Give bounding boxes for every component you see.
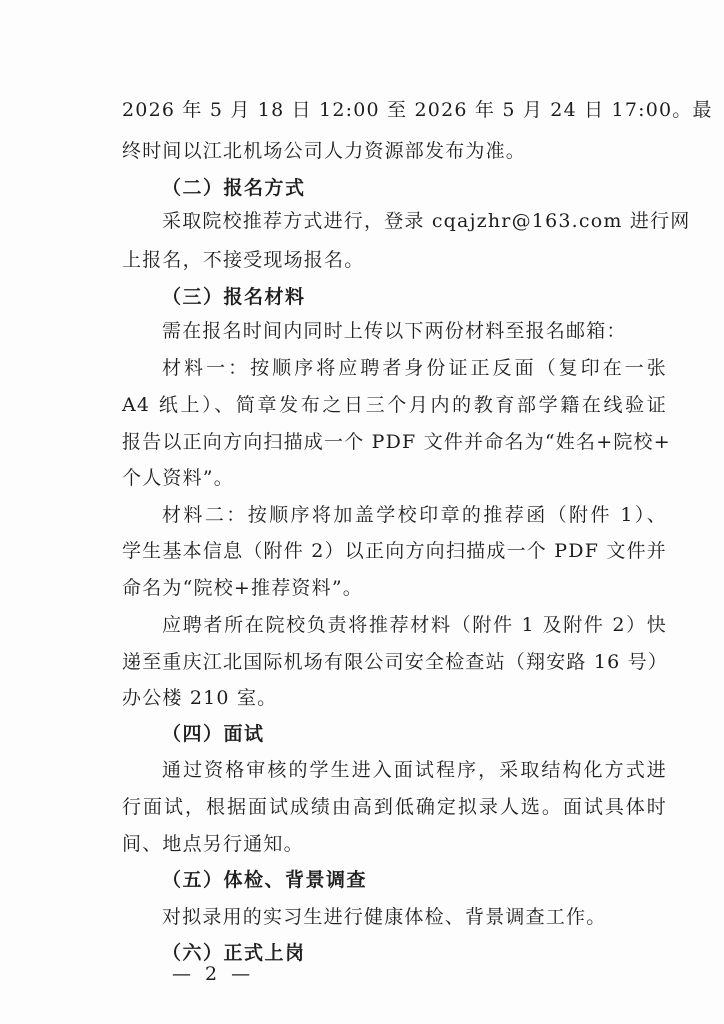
section-heading: （三）报名材料 (162, 286, 306, 308)
text-line: 2026 年 5 月 18 日 12:00 至 2026 年 5 月 24 日 17:00。最 (122, 99, 713, 121)
section-heading: （五）体检、背景调查 (162, 869, 368, 891)
text-line: 材料一：按顺序将应聘者身份证正反面（复印在一张 (162, 357, 667, 379)
text-line: 间、地点另行通知。 (122, 833, 304, 855)
text-line: 应聘者所在院校负责将推荐材料（附件 1 及附件 2）快 (162, 614, 667, 636)
text-line: 个人资料”。 (122, 467, 234, 489)
text-line: 办公楼 210 室。 (122, 687, 278, 709)
section-heading: （二）报名方式 (162, 177, 306, 199)
text-line: 需在报名时间内同时上传以下两份材料至报名邮箱： (162, 320, 627, 342)
text-line: 报告以正向方向扫描成一个 PDF 文件并命名为“姓名+院校+ (122, 431, 671, 453)
text-line: 递至重庆江北国际机场有限公司安全检查站（翔安路 16 号） (122, 651, 669, 673)
text-line: 命名为“院校+推荐资料”。 (122, 577, 363, 599)
text-line: 通过资格审核的学生进入面试程序，采取结构化方式进 (162, 759, 667, 781)
text-line: 终时间以江北机场公司人力资源部发布为准。 (122, 140, 527, 162)
section-heading: （六）正式上岗 (162, 942, 306, 964)
text-line: 学生基本信息（附件 2）以正向方向扫描成一个 PDF 文件并 (122, 540, 667, 562)
text-line: 对拟录用的实习生进行健康体检、背景调查工作。 (162, 906, 607, 928)
text-line: A4 纸上）、简章发布之日三个月内的教育部学籍在线验证 (122, 394, 667, 416)
text-line: 采取院校推荐方式进行，登录 cqajzhr@163.com 进行网 (162, 210, 691, 232)
text-line: 上报名，不接受现场报名。 (122, 249, 365, 271)
text-line: 行面试，根据面试成绩由高到低确定拟录人选。面试具体时 (122, 796, 667, 818)
page-number: — 2 — (172, 963, 255, 985)
text-line: 材料二：按顺序将加盖学校印章的推荐函（附件 1）、 (162, 504, 667, 526)
section-heading: （四）面试 (162, 723, 265, 745)
